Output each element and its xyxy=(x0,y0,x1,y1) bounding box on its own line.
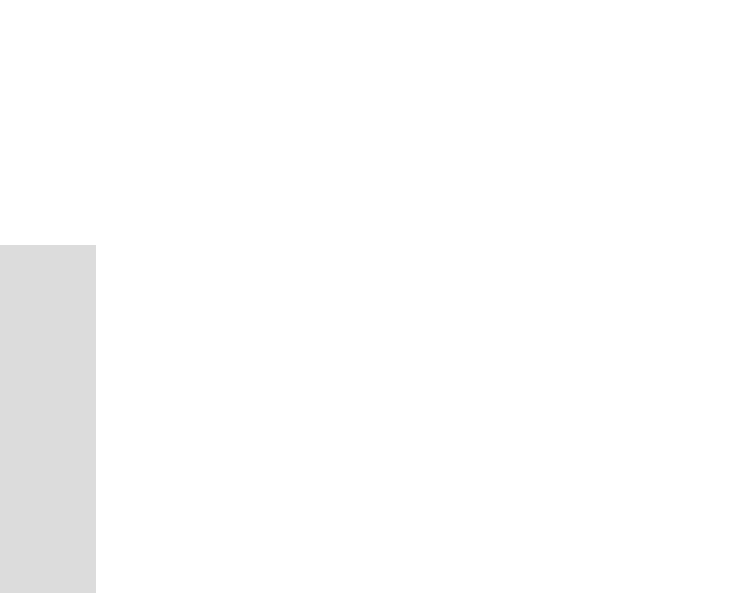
section-column xyxy=(0,245,96,593)
